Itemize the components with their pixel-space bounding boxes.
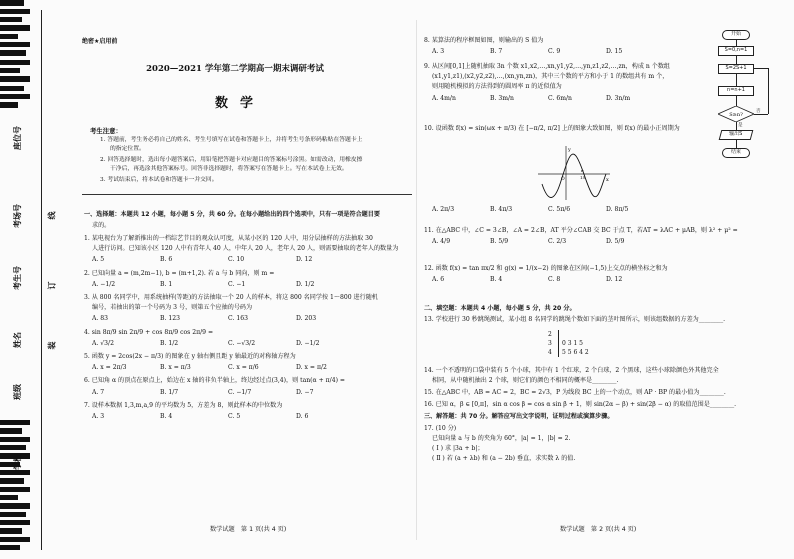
flow-loop-line [768, 68, 769, 114]
flow-arrow [736, 56, 737, 64]
option-B[interactable]: B. 4 [160, 413, 173, 420]
option-A[interactable]: A. 4/9 [432, 238, 451, 246]
option-D[interactable]: D. 1/2 [296, 280, 315, 288]
binding-stripe [0, 17, 22, 22]
q6-options [92, 389, 364, 396]
q7-line-1: 7. 设样本数据 1,3,m,a,9 的平均数为 5，方差为 8，则此样本的中位数为 [84, 401, 283, 409]
q2-line-1: 2. 已知向量 a = (m,2m−1), b = (m+1,2). 若 a 与 b 同向，则 m = [84, 269, 275, 277]
label-seat: 座位号 [13, 126, 22, 150]
q14-line-2: 相同，从中随机抽出 2 个球，则它们的颜色不相同的概率是________. [432, 377, 619, 384]
notice-line-4: 干净后，再选涂其他答案标号。回答非选择题时，将答案写在答题卡上。写在本试卷上无效。 [110, 166, 348, 172]
binding-stripe [0, 60, 30, 65]
q3-line-1: 3. 从 800 名同学中，用系统抽样(等距)的方法抽取一个 20 人的样本，将这 800 名同学按 1～800 进行随机 [84, 294, 378, 301]
q9-options [432, 95, 664, 102]
option-B[interactable]: B. 3m/n [490, 94, 514, 102]
notice-line-5: 3. 考试结束后，将本试卷和答题卡一并交回。 [100, 177, 218, 183]
footer-right: 数学试题 第 2 页(共 4 页) [560, 526, 637, 533]
flow-no-label: 否 [756, 109, 761, 114]
binding-line [41, 10, 42, 550]
flow-output [719, 130, 754, 140]
option-B[interactable]: B. 6 [160, 256, 173, 264]
option-B[interactable]: B. 1/2 [160, 339, 179, 347]
notice-rule [82, 194, 412, 195]
option-B[interactable]: B. 4 [490, 276, 503, 284]
graph-tick-den: 15 [580, 175, 586, 180]
binding-stripe [0, 495, 18, 500]
q11-options [432, 238, 664, 245]
option-A[interactable]: A. x = 2π/3 [92, 364, 127, 372]
option-D[interactable]: D. −1/2 [296, 339, 320, 347]
binding-stripe [0, 470, 30, 475]
binding-stripe [0, 34, 18, 39]
flow-end: 结束 [722, 148, 750, 158]
sine-curve [542, 154, 606, 197]
option-A[interactable]: A. 3 [92, 413, 105, 420]
subject-title: 数学 [214, 96, 265, 111]
option-A[interactable]: A. 83 [92, 315, 109, 323]
option-C[interactable]: C. 163 [228, 315, 248, 323]
binding-stripe [0, 102, 18, 108]
flow-loop-line [754, 68, 768, 69]
label-class: 班级 [13, 384, 22, 400]
graph-tick-num: π [581, 168, 584, 173]
option-C[interactable]: C. 5 [228, 413, 241, 420]
section-2-heading: 二、填空题：本题共 4 小题，每小题 5 分，共 20 分。 [424, 305, 576, 312]
exam-title: 2020—2021 学年第二学期高一期末调研考试 [146, 64, 324, 74]
binding-stripe [0, 520, 30, 525]
option-D[interactable]: D. 5/9 [606, 238, 625, 246]
binding-stripe [0, 503, 30, 509]
binding-stripe [0, 94, 30, 99]
q4-line-1: 4. sin 8π/9 sin 2π/9 + cos 8π/9 cos 2π/9 = [84, 328, 214, 336]
sine-graph [536, 144, 612, 202]
binding-stripe [0, 42, 30, 47]
q5-line-1: 5. 函数 y = 2cos(2x − π/3) 的图象在 y 轴右侧且距 y 轴最近的对称轴方程为 [84, 353, 296, 360]
binding-stripe [0, 9, 30, 14]
option-B[interactable]: B. 7 [490, 48, 503, 56]
binding-stripe [0, 445, 26, 450]
binding-stripe [0, 528, 22, 534]
q9-line-3: 则用随机模拟的方法得到的圆周率 π 的近似值为 [432, 83, 562, 91]
option-C[interactable]: C. 8 [548, 276, 561, 284]
q1-line-2: 人进行访问。已知该小区 120 人中有青年人 40 人，中年人 20 人，老年人 20 人，则需要抽取的老年人的数量为 [92, 245, 399, 253]
option-D[interactable]: D. 3n/m [606, 94, 631, 102]
section-1-cont: 求的。 [92, 222, 111, 229]
q9-line-1: 9. 从区间[0,1]上随机抽取 3n 个数 x1,x2,…,xn,y1,y2,…,yn,z1,z2,…,zn，构成 n 个数组 [424, 63, 671, 70]
page-divider [416, 20, 417, 540]
q5-options [92, 364, 364, 371]
flow-arrow [736, 96, 737, 106]
option-A[interactable]: A. 4m/n [432, 94, 456, 102]
q4-options [92, 340, 364, 347]
flow-step1: S=2S+1 [718, 64, 754, 74]
binding-stripe [0, 512, 26, 517]
q1-line-1: 1. 某电视台为了解新推出的一档综艺节目的观众认可度，从某小区的 120 人中，用分层抽样的方法抽取 30 [84, 235, 373, 242]
notice-line-3: 2. 回答选择题时，选出每小题答案后，用铅笔把答题卡对应题目的答案标号涂黑。如需改动，用橡皮擦 [100, 157, 363, 163]
flowchart [700, 28, 778, 168]
stem: 3 [548, 340, 552, 347]
flow-start: 开始 [722, 30, 750, 40]
graph-ylabel: y [568, 147, 571, 153]
option-C[interactable]: C. 6m/n [548, 94, 572, 102]
option-D[interactable]: D. 12 [606, 276, 623, 284]
option-C[interactable]: C. −1/7 [228, 388, 252, 396]
option-C[interactable]: C. x = π/6 [228, 364, 259, 372]
q8-line-1: 8. 某算法的程序框图如图，则输出的 S 值为 [424, 37, 544, 44]
q1-options [92, 256, 364, 263]
cutmark-pack: 装 [46, 341, 57, 350]
label-name: 姓名 [13, 332, 22, 348]
q17-part2: ( Ⅱ ) 若 (a + λb) 和 (a − 2b) 垂直，求实数 λ 的值. [432, 455, 576, 462]
option-B[interactable]: B. 1 [160, 280, 173, 288]
flow-cond-text: S≥n? [729, 112, 743, 118]
binding-stripe [0, 545, 20, 550]
q16-text: 16. 已知 α，β ∈ [0,π]，sin α cos β = cos α sin β + 1，则 sin(2α − β) + sin(2β − α) 的取值范围是________. [424, 401, 737, 408]
option-C[interactable]: C. 2/3 [548, 238, 567, 246]
section-3-heading: 三、解答题：共 70 分。解答应写出文字说明，证明过程或演算步骤。 [424, 413, 614, 420]
flow-yes-label: 是 [738, 123, 743, 128]
option-A[interactable]: A. −1/2 [92, 280, 116, 288]
q8-options [432, 48, 664, 55]
q13-text: 13. 学校进行 30 秒跳绳测试，某小组 8 名同学的跳绳个数如下面的茎叶图所示，则该组数据的方差为________. [424, 316, 726, 323]
q3-line-2: 编号，若抽出的第一个号码为 3 号，则第五个应抽的号码为 [92, 304, 253, 312]
notice-line-1: 1. 答题前，考生务必将自己的姓名、考生号填写在试卷和答题卡上，并将考生号条形码粘贴在答题卡上 [100, 137, 363, 143]
option-A[interactable]: A. 5 [92, 256, 105, 264]
binding-stripe [0, 478, 24, 484]
option-B[interactable]: B. 5/9 [490, 238, 509, 246]
option-D[interactable]: D. 12 [296, 256, 313, 264]
label-candidate: 考生号 [13, 266, 22, 290]
q11-line-1: 11. 在△ABC 中，∠C = 3∠B，∠A = 2∠B，AT 平分∠CAB 交 BC 于点 T，若AT = λAC + μAB，则 λ² + μ² = [424, 227, 738, 234]
option-D[interactable]: D. 6 [296, 413, 309, 420]
q12-options [432, 276, 664, 283]
option-A[interactable]: A. √3/2 [92, 339, 114, 347]
q7-options [92, 413, 364, 420]
option-B[interactable]: B. 123 [160, 315, 180, 323]
option-B[interactable]: B. 4π/3 [490, 206, 513, 213]
footer-left: 数学试题 第 1 页(共 4 页) [210, 526, 287, 533]
q2-options [92, 281, 364, 288]
binding-stripe [0, 50, 26, 56]
option-A[interactable]: A. 6 [432, 276, 445, 284]
binding-stripe [0, 86, 24, 91]
option-B[interactable]: B. 1/7 [160, 388, 179, 396]
binding-stripe [0, 25, 30, 31]
section-1-heading: 一、选择题：本题共 12 小题，每小题 5 分，共 60 分。在每小题给出的四个选项中，只有一项是符合题目要 [84, 211, 380, 218]
leaves: 0 3 1 5 [562, 340, 583, 347]
binding-stripe [0, 428, 22, 434]
option-C[interactable]: C. 9 [548, 48, 561, 56]
flow-init: S=0,n=1 [718, 46, 754, 56]
notice-line-2: 的指定位置。 [110, 146, 145, 152]
option-A[interactable]: A. 7 [92, 388, 105, 396]
option-A[interactable]: A. 2π/3 [432, 206, 455, 213]
binding-stripe [0, 537, 30, 542]
option-C[interactable]: C. 5π/6 [548, 206, 571, 213]
flow-condition [718, 106, 754, 122]
q15-text: 15. 在△ABC 中，AB = AC = 2，BC = 2√3，P 为线段 BC 上的一个动点，则 AP · BP 的最小值为________. [424, 389, 726, 396]
option-C[interactable]: C. −1 [228, 280, 246, 288]
label-school: 学校 [13, 454, 22, 470]
flow-step2: n=n+1 [718, 86, 754, 96]
binding-stripe [0, 420, 30, 425]
q17-part1: ( Ⅰ ) 求 |3a + b|； [432, 445, 484, 452]
flow-arrow [736, 122, 737, 130]
option-A[interactable]: A. 3 [432, 48, 445, 56]
binding-stripe [0, 0, 24, 6]
binding-stripe [0, 76, 30, 82]
cutmark-bind: 订 [46, 281, 57, 290]
q9-line-2: (x1,y1,z1),(x2,y2,z2),…,(xn,yn,zn)，其中三个数的平方和小于 1 的数组共有 m 个， [432, 73, 669, 81]
option-D[interactable]: D. 15 [606, 48, 623, 56]
notice-title: 考生注意： [90, 127, 122, 135]
graph-xlabel: x [606, 177, 609, 183]
flow-output-text: 输出S [729, 131, 743, 137]
q12-line-1: 12. 函数 f(x) = tan πx/2 和 g(x) = 1/(x−2) 的图象在区间(−1,5)上交点的横坐标之和为 [424, 265, 668, 272]
q14-line-1: 14. 一个不透明的口袋中装有 5 个小球，其中有 1 个红球，2 个白球，2 个黑球，这些小球除颜色外其他完全 [424, 367, 719, 374]
graph-origin: O [561, 177, 565, 182]
label-room: 考场号 [13, 204, 22, 228]
stem: 2 [548, 331, 552, 338]
option-D[interactable]: D. 8π/5 [606, 206, 629, 213]
option-D[interactable]: D. −7 [296, 388, 314, 396]
flow-arrow [736, 140, 737, 148]
stem: 4 [548, 349, 552, 356]
binding-strip [0, 0, 60, 559]
flow-arrow [736, 74, 737, 86]
option-B[interactable]: B. x = π/3 [160, 364, 191, 372]
q3-options [92, 315, 364, 322]
flow-loop-line [754, 114, 768, 115]
cutmark-line: 线 [46, 211, 57, 220]
stem-leaf-plot [548, 330, 589, 357]
q10-options [432, 206, 664, 213]
option-D[interactable]: D. x = π/2 [296, 364, 327, 372]
binding-stripe [0, 487, 30, 492]
binding-stripe [0, 68, 20, 73]
q17-given: 已知向量 a 与 b 的夹角为 60°，|a| = 1，|b| = 2. [432, 435, 571, 442]
q6-line-1: 6. 已知角 α 的顶点在原点上，始边在 x 轴的非负半轴上，终边经过点(3,4)，则 tan(α + π/4) = [84, 377, 345, 385]
option-D[interactable]: D. 203 [296, 315, 317, 323]
option-C[interactable]: C. −√3/2 [228, 339, 256, 347]
binding-stripe [0, 437, 30, 442]
q10-line-1: 10. 设函数 f(x) = sin(ωx + π/3) 在 [−π/2, π/2] 上的图象大致如图，则 f(x) 的最小正周期为 [424, 125, 680, 132]
secret-mark: 绝密★启用前 [82, 38, 118, 45]
q17-head: 17. (10 分) [424, 425, 457, 432]
option-C[interactable]: C. 10 [228, 256, 245, 264]
leaves: 5 5 6 4 2 [562, 349, 589, 356]
